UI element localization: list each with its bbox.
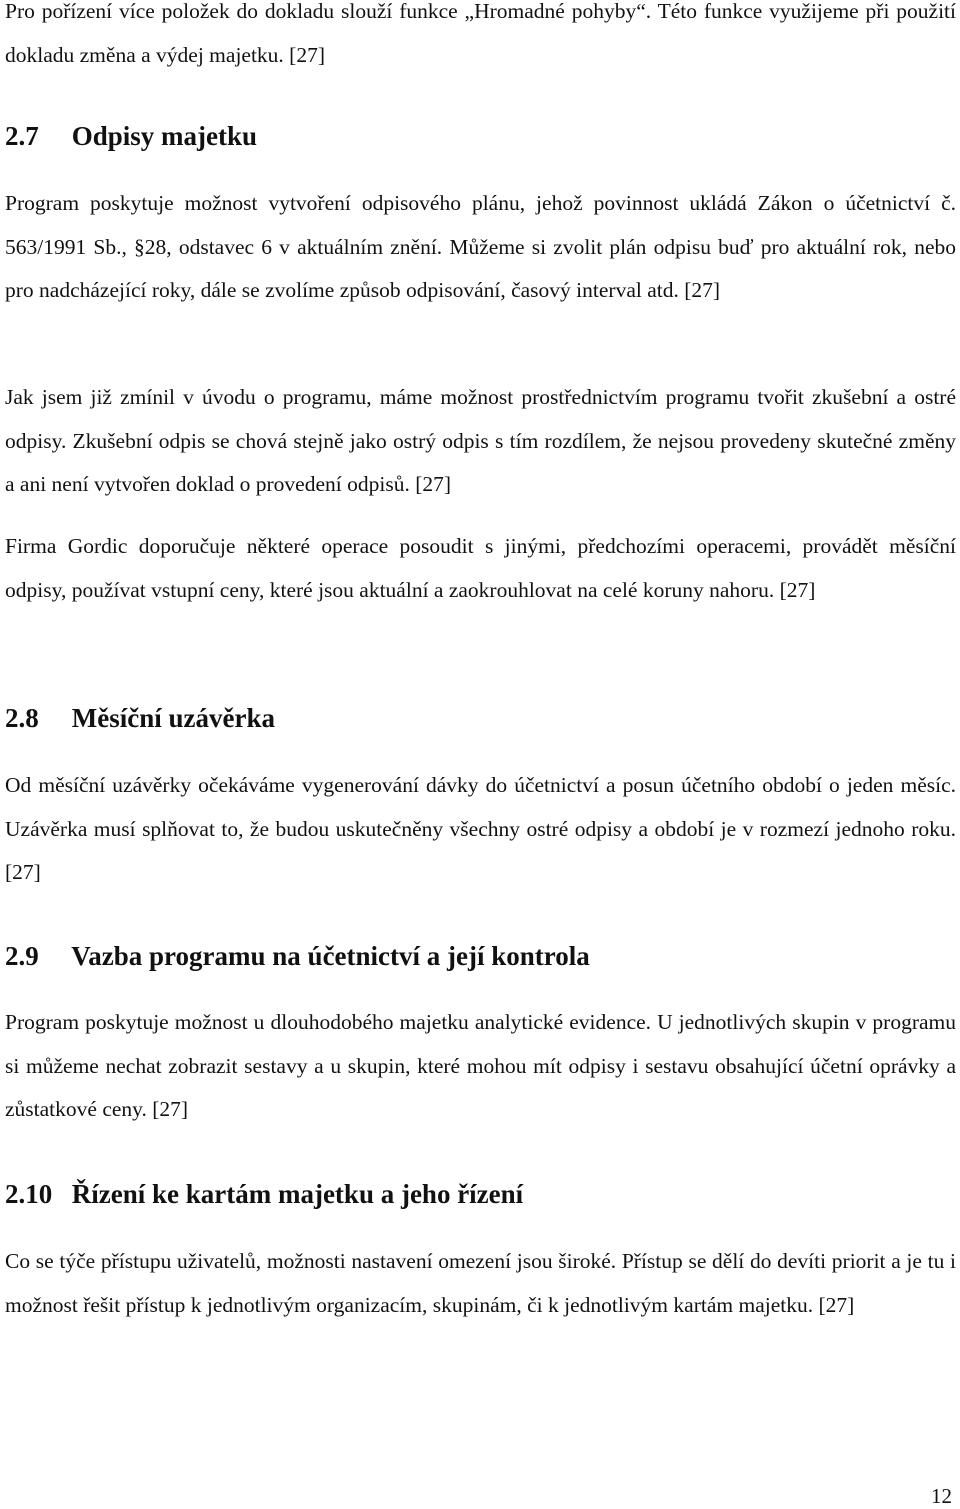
paragraph-odpisovy-plan: Program poskytuje možnost vytvoření odpisového plánu, jehož povinnost ukládá Zákon o účetnictví č. 563/1991 Sb., §28, odstavec 6 v aktuálním znění. Můžeme si zvolit plán odpisu buď pro aktuální rok, nebo pro nadcházející roky, dále se zvolíme způsob odpisování, časový interval atd. [27] [5, 191, 956, 302]
heading-rizeni-karty [5, 1176, 956, 1212]
heading-number: 2.8 [5, 703, 39, 733]
heading-title: Vazba programu na účetnictví a její kontrola [71, 941, 590, 971]
heading-number: 2.9 [5, 941, 39, 971]
paragraph-gordic-doporuceni: Firma Gordic doporučuje některé operace posoudit s jinými, předchozími operacemi, provádět měsíční odpisy, používat vstupní ceny, které jsou aktuální a zaokrouhlovat na celé koruny nahoru. [27] [5, 534, 956, 602]
heading-mesicni-uzaverka [5, 700, 956, 736]
heading-title: Měsíční uzávěrka [71, 703, 275, 733]
paragraph-hromadne-pohyby: Pro pořízení více položek do dokladu slouží funkce „Hromadné pohyby“. Této funkce využijeme při použití dokladu změna a výdej majetku. [27] [5, 0, 956, 67]
heading-title: Řízení ke kartám majetku a jeho řízení [71, 1179, 524, 1209]
paragraph-pristup-uzivatelu: Co se týče přístupu uživatelů, možnosti nastavení omezení jsou široké. Přístup se dělí do devíti priorit a je tu i možnost řešit přístup k jednotlivým organizacím, skupinám, či k jednotlivým kartám majetku. [27] [5, 1249, 956, 1317]
heading-number: 2.10 [5, 1179, 53, 1209]
heading-vazba-ucetnictvi [5, 938, 956, 974]
heading-odpisy-majetku [5, 118, 956, 154]
paragraph-analyticka-evidence: Program poskytuje možnost u dlouhodobého majetku analytické evidence. U jednotlivých skupin v programu si můžeme nechat zobrazit sestavy a u skupin, které mohou mít odpisy i sestavu obsahující účetní oprávky a zůstatkové ceny. [27] [5, 1010, 956, 1121]
paragraph-zkusebni-odpisy: Jak jsem již zmínil v úvodu o programu, máme možnost prostřednictvím programu tvořit zkušební a ostré odpisy. Zkušební odpis se chová stejně jako ostrý odpis s tím rozdílem, že nejsou provedeny skutečné změny a ani není vytvořen doklad o provedení odpisů. [27] [5, 385, 956, 496]
paragraph-uzaverka: Od měsíční uzávěrky očekáváme vygenerování dávky do účetnictví a posun účetního období o jeden měsíc. Uzávěrka musí splňovat to, že budou uskutečněny všechny ostré odpisy a období je v rozmezí jednoho roku. [27] [5, 773, 956, 884]
heading-title: Odpisy majetku [71, 121, 258, 151]
page-number: 12 [931, 1484, 952, 1508]
heading-number: 2.7 [5, 121, 39, 151]
